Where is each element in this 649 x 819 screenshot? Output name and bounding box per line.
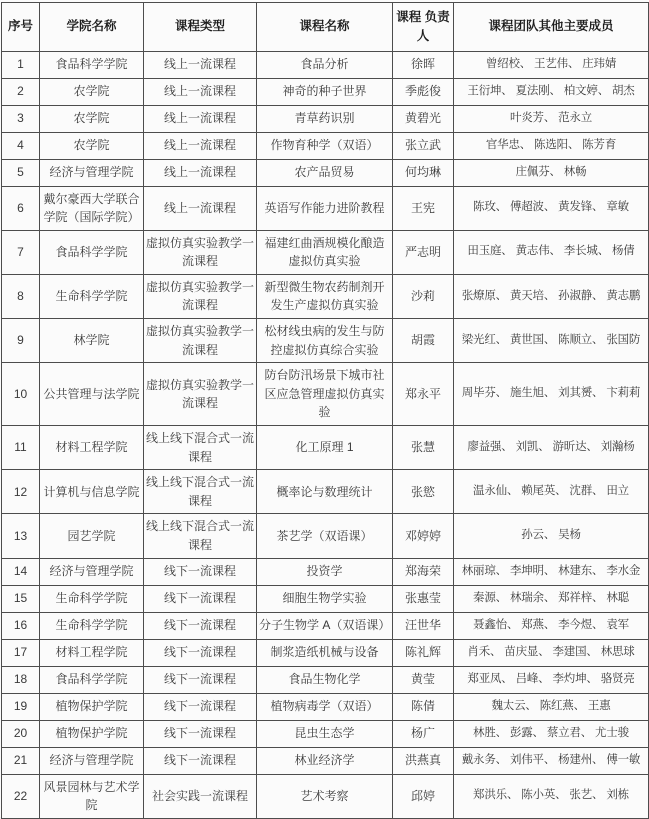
cell-members: 陈玫、 傅超波、 黄发锋、 章敏 [454, 186, 649, 230]
table-row [2, 319, 649, 363]
cell-leader: 胡霞 [393, 319, 454, 363]
cell-college: 食品科学学院 [40, 230, 144, 274]
cell-no: 3 [2, 105, 40, 132]
cell-type: 线上一流课程 [144, 132, 257, 159]
cell-no: 15 [2, 585, 40, 612]
cell-no: 1 [2, 51, 40, 78]
cell-leader: 沙莉 [393, 274, 454, 318]
table-row [2, 105, 649, 132]
cell-leader: 严志明 [393, 230, 454, 274]
cell-course: 食品分析 [257, 51, 393, 78]
cell-members: 官华忠、 陈选阳、 陈芳育 [454, 132, 649, 159]
cell-leader: 徐晖 [393, 51, 454, 78]
cell-course: 松材线虫病的发生与防控虚拟仿真综合实验 [257, 319, 393, 363]
cell-leader: 黄莹 [393, 666, 454, 693]
cell-college: 农学院 [40, 105, 144, 132]
cell-no: 16 [2, 612, 40, 639]
header-row [2, 3, 649, 52]
cell-type: 线上一流课程 [144, 51, 257, 78]
table-row [2, 470, 649, 514]
cell-members: 温永仙、 赖尾英、 沈群、 田立 [454, 470, 649, 514]
cell-type: 线下一流课程 [144, 720, 257, 747]
cell-course: 福建红曲酒规模化酿造虚拟仿真实验 [257, 230, 393, 274]
cell-type: 虚拟仿真实验教学一流课程 [144, 274, 257, 318]
table-row [2, 585, 649, 612]
cell-college: 农学院 [40, 132, 144, 159]
cell-college: 材料工程学院 [40, 639, 144, 666]
cell-course: 制浆造纸机械与设备 [257, 639, 393, 666]
cell-no: 12 [2, 470, 40, 514]
cell-no: 9 [2, 319, 40, 363]
cell-members: 曾绍校、 王艺伟、 庄玮婧 [454, 51, 649, 78]
cell-course: 神奇的种子世界 [257, 78, 393, 105]
cell-college: 材料工程学院 [40, 426, 144, 470]
cell-course: 新型微生物农药制剂开发生产虚拟仿真实验 [257, 274, 393, 318]
cell-leader: 汪世华 [393, 612, 454, 639]
table-row [2, 274, 649, 318]
cell-members: 周毕芬、 施生旭、 刘其赟、 卞莉莉 [454, 363, 649, 426]
cell-course: 昆虫生态学 [257, 720, 393, 747]
cell-college: 植物保护学院 [40, 693, 144, 720]
header-team-members: 课程团队其他主要成员 [454, 3, 649, 52]
cell-course: 艺术考察 [257, 774, 393, 818]
cell-course: 分子生物学 A（双语课） [257, 612, 393, 639]
cell-type: 线下一流课程 [144, 585, 257, 612]
cell-members: 孙云、 吴杨 [454, 514, 649, 558]
table-row [2, 774, 649, 818]
table-row [2, 186, 649, 230]
cell-members: 张燎原、 黄天培、 孙淑静、 黄志鹏 [454, 274, 649, 318]
cell-college: 经济与管理学院 [40, 558, 144, 585]
cell-no: 18 [2, 666, 40, 693]
cell-type: 虚拟仿真实验教学一流课程 [144, 363, 257, 426]
cell-type: 线上一流课程 [144, 78, 257, 105]
cell-leader: 张慾 [393, 470, 454, 514]
table-row [2, 747, 649, 774]
cell-type: 线上线下混合式一流课程 [144, 514, 257, 558]
cell-leader: 邓婷婷 [393, 514, 454, 558]
cell-college: 生命科学学院 [40, 612, 144, 639]
cell-college: 风景园林与艺术学院 [40, 774, 144, 818]
header-leader: 课程 负责人 [393, 3, 454, 52]
cell-college: 经济与管理学院 [40, 159, 144, 186]
cell-college: 生命科学学院 [40, 274, 144, 318]
cell-no: 17 [2, 639, 40, 666]
cell-members: 聂鑫怡、 郑燕、 李今煜、 袁军 [454, 612, 649, 639]
table-header [2, 3, 649, 52]
cell-type: 虚拟仿真实验教学一流课程 [144, 319, 257, 363]
cell-members: 叶炎芳、 范永立 [454, 105, 649, 132]
cell-course: 作物育种学（双语） [257, 132, 393, 159]
cell-college: 食品科学学院 [40, 51, 144, 78]
table-row [2, 51, 649, 78]
cell-type: 线下一流课程 [144, 558, 257, 585]
cell-leader: 张惠莹 [393, 585, 454, 612]
cell-members: 廖益强、 刘凯、 游昕达、 刘瀚杨 [454, 426, 649, 470]
table-row [2, 666, 649, 693]
cell-college: 戴尔豪西大学联合学院（国际学院） [40, 186, 144, 230]
cell-members: 林丽琼、 李坤明、 林建东、 李水金 [454, 558, 649, 585]
cell-leader: 张慧 [393, 426, 454, 470]
cell-leader: 黄碧光 [393, 105, 454, 132]
cell-college: 经济与管理学院 [40, 747, 144, 774]
cell-members: 王衍坤、 夏法刚、 柏文婷、 胡杰 [454, 78, 649, 105]
cell-no: 13 [2, 514, 40, 558]
table-row [2, 514, 649, 558]
cell-members: 林胜、 彭露、 蔡立君、 尤士骏 [454, 720, 649, 747]
cell-course: 概率论与数理统计 [257, 470, 393, 514]
cell-no: 10 [2, 363, 40, 426]
cell-no: 11 [2, 426, 40, 470]
table-row [2, 558, 649, 585]
table-row [2, 426, 649, 470]
cell-members: 肖禾、 苗庆显、 李建国、 林思球 [454, 639, 649, 666]
cell-no: 2 [2, 78, 40, 105]
cell-course: 细胞生物学实验 [257, 585, 393, 612]
cell-leader: 郑永平 [393, 363, 454, 426]
table-row [2, 720, 649, 747]
cell-type: 线下一流课程 [144, 693, 257, 720]
table-row [2, 78, 649, 105]
table-row [2, 612, 649, 639]
cell-course: 英语写作能力进阶教程 [257, 186, 393, 230]
cell-course: 化工原理 1 [257, 426, 393, 470]
cell-leader: 邱婷 [393, 774, 454, 818]
cell-college: 计算机与信息学院 [40, 470, 144, 514]
cell-members: 魏太云、 陈红燕、 王惠 [454, 693, 649, 720]
cell-college: 生命科学学院 [40, 585, 144, 612]
cell-members: 郑洪乐、 陈小英、 张艺、 刘栋 [454, 774, 649, 818]
cell-no: 14 [2, 558, 40, 585]
cell-no: 5 [2, 159, 40, 186]
cell-type: 线下一流课程 [144, 666, 257, 693]
table-row [2, 159, 649, 186]
cell-no: 6 [2, 186, 40, 230]
cell-no: 4 [2, 132, 40, 159]
cell-type: 虚拟仿真实验教学一流课程 [144, 230, 257, 274]
cell-leader: 杨广 [393, 720, 454, 747]
cell-members: 郑亚凤、 吕峰、 李灼坤、 骆贤亮 [454, 666, 649, 693]
cell-leader: 何均琳 [393, 159, 454, 186]
cell-type: 线上线下混合式一流课程 [144, 426, 257, 470]
table-row [2, 230, 649, 274]
table-row [2, 132, 649, 159]
cell-type: 社会实践一流课程 [144, 774, 257, 818]
cell-no: 21 [2, 747, 40, 774]
cell-type: 线下一流课程 [144, 639, 257, 666]
cell-course: 农产品贸易 [257, 159, 393, 186]
header-course-type: 课程类型 [144, 3, 257, 52]
table-body [2, 51, 649, 818]
cell-no: 20 [2, 720, 40, 747]
table-row [2, 639, 649, 666]
cell-leader: 张立武 [393, 132, 454, 159]
cell-no: 8 [2, 274, 40, 318]
cell-type: 线下一流课程 [144, 747, 257, 774]
cell-type: 线上线下混合式一流课程 [144, 470, 257, 514]
cell-type: 线上一流课程 [144, 105, 257, 132]
cell-members: 田玉庭、 黄志伟、 李长城、 杨倩 [454, 230, 649, 274]
cell-leader: 郑海荣 [393, 558, 454, 585]
cell-course: 食品生物化学 [257, 666, 393, 693]
cell-college: 公共管理与法学院 [40, 363, 144, 426]
cell-college: 园艺学院 [40, 514, 144, 558]
cell-members: 梁光红、 黄世国、 陈顺立、 张国防 [454, 319, 649, 363]
cell-course: 青草药识别 [257, 105, 393, 132]
cell-course: 投资学 [257, 558, 393, 585]
cell-type: 线下一流课程 [144, 612, 257, 639]
cell-type: 线上一流课程 [144, 159, 257, 186]
cell-leader: 季彪俊 [393, 78, 454, 105]
cell-leader: 洪燕真 [393, 747, 454, 774]
header-index: 序号 [2, 3, 40, 52]
cell-no: 22 [2, 774, 40, 818]
cell-members: 秦源、 林瑞余、 郑祥梓、 林聪 [454, 585, 649, 612]
table-row [2, 363, 649, 426]
cell-leader: 陈礼辉 [393, 639, 454, 666]
cell-course: 茶艺学（双语课） [257, 514, 393, 558]
course-table [1, 2, 649, 819]
header-course-name: 课程名称 [257, 3, 393, 52]
cell-members: 戴永务、 刘伟平、 杨建州、 傅一敏 [454, 747, 649, 774]
cell-course: 林业经济学 [257, 747, 393, 774]
cell-no: 19 [2, 693, 40, 720]
cell-leader: 王宪 [393, 186, 454, 230]
cell-college: 林学院 [40, 319, 144, 363]
cell-college: 食品科学学院 [40, 666, 144, 693]
table-row [2, 693, 649, 720]
cell-course: 防台防汛场景下城市社区应急管理虚拟仿真实验 [257, 363, 393, 426]
cell-college: 植物保护学院 [40, 720, 144, 747]
header-college: 学院名称 [40, 3, 144, 52]
cell-leader: 陈倩 [393, 693, 454, 720]
cell-course: 植物病毒学（双语） [257, 693, 393, 720]
cell-type: 线上一流课程 [144, 186, 257, 230]
cell-no: 7 [2, 230, 40, 274]
cell-college: 农学院 [40, 78, 144, 105]
cell-members: 庄佩芬、 林畅 [454, 159, 649, 186]
